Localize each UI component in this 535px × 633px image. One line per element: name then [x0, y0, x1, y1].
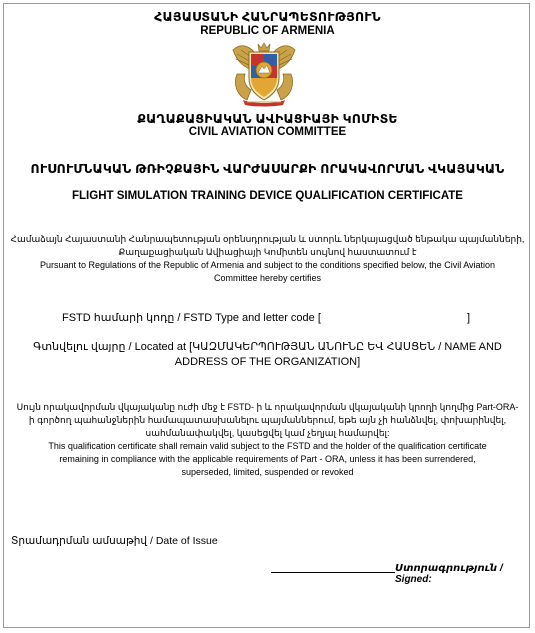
certificate-title-english: FLIGHT SIMULATION TRAINING DEVICE QUALIFICATION CERTIFICATE — [72, 190, 463, 202]
fstd-code-bracket-close: ] — [467, 312, 471, 324]
location-line-2: ADDRESS OF THE ORGANIZATION] — [174, 356, 361, 368]
country-name-english: REPUBLIC OF ARMENIA — [200, 25, 335, 37]
fstd-code-field — [62, 311, 321, 325]
validity-armenian-line-1: Սույն որակավորման վկայականը ուժի մեջ է FSTD- ի և որակավորման վկայականի կրողի կողմից Part-ORA- — [16, 402, 519, 412]
validity-english-line-3: superseded, limited, suspended or revoked — [181, 467, 354, 477]
preamble-english-line-2: Committee hereby certifies — [213, 273, 322, 283]
preamble-armenian-line-1: Համաձայն Հայաստանի Հանրապետության օրենսդրության և ստորև ներկայացված ենթակա պայմանների, — [10, 234, 525, 244]
signature-line — [271, 572, 395, 573]
location-line-1: Գտնվելու վայրը / Located at [ԿԱԶՄԱԿԵՐՊՈՒԹՅԱՆ ԱՆՈՒՆԸ ԵՎ ՀԱՍՑԵՆ / NAME AND — [33, 341, 502, 353]
validity-armenian-line-3: սահմանափակվել, կասեցվել կամ չեղյալ համարվել: — [145, 428, 390, 438]
country-name-armenian: ՀԱՅԱՍՏԱՆԻ ՀԱՆՐԱՊԵՏՈՒԹՅՈՒՆ — [154, 10, 381, 24]
fstd-code-label: FSTD համարի կոդը / FSTD Type and letter code [ — [62, 312, 321, 324]
validity-english-line-2: remaining in compliance with the applicable requirements of Part - ORA, unless it has been surrendered, — [59, 454, 476, 464]
committee-name-english: CIVIL AVIATION COMMITTEE — [188, 126, 347, 138]
validity-english-line-1: This qualification certificate shall remain valid subject to the FSTD and the holder of the qualification certificate — [48, 441, 487, 451]
committee-name-armenian: ՔԱՂԱՔԱՑԻԱԿԱՆ ԱՎԻԱՑԻԱՅԻ ԿՈՄԻՏԵ — [137, 112, 398, 126]
date-of-issue-label: Տրամադրման ամսաթիվ / Date of Issue — [11, 535, 218, 547]
signed-label: Ստորագրություն / Signed: — [395, 563, 503, 585]
certificate-title-armenian: ՈՒՍՈՒՄՆԱԿԱՆ ԹՌԻՉՔԱՅԻՆ ՎԱՐԺԱՍԱՐՔԻ ՈՐԱԿԱՎՈՐՄԱՆ ՎԿԱՅԱԿԱՆ — [30, 162, 505, 176]
preamble-english-line-1: Pursuant to Regulations of the Republic of Armenia and subject to the conditions specified below, the Civil Aviation — [39, 260, 496, 270]
preamble-armenian-line-2: Քաղաքացիական Ավիացիայի Կոմիտեն սույնով հաստատում է — [118, 247, 417, 257]
coat-of-arms-icon — [227, 40, 301, 108]
validity-armenian-line-2: ի գործող պահանջներին համապատասխանելու պայմաններում, եթե այն չի հանձնվել, փոխարինվել, — [28, 415, 507, 425]
